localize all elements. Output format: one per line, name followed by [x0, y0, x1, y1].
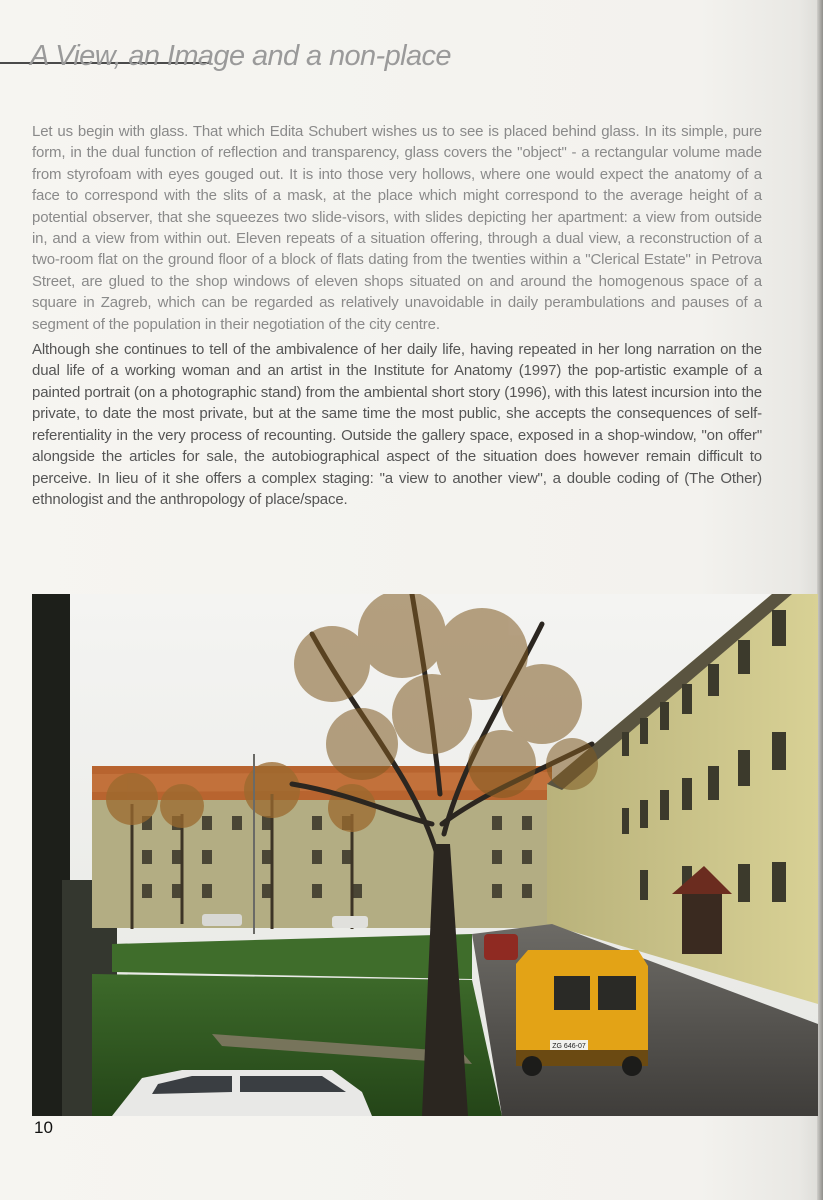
paragraph-1: Let us begin with glass. That which Edita Schubert wishes us to see is placed behind glass. In its simple, pure form, in the dual function of reflection and transparency, glass covers the "object" - a rectangular volume made from styrofoam with eyes gouged out. It is into those very hollows, where one would expect the anatomy of a face to correspond with the slits of a mask, at the place which might correspond to the average height of a potential observer, that she squeezes two slide-visors, with slides depicting her apartment: a view from outside in, and a view from within out. Eleven repeats of a situation offering, through a dual view, a reconstruction of a two-room flat on the ground floor of a block of flats dating from the twenties within a "Clerical Estate" in Petrova Street, are glued to the shop windows of eleven shops situated on and around the homogenous space of a square in Zagreb, which can be regarded as relatively unavoidable in daily perambulations and pauses of a segment of the population in their negotiation of the city centre.: [32, 123, 762, 333]
paragraph-2: Although she continues to tell of the ambivalence of her daily life, having repeated in her long narration on the dual life of a working woman and an artist in the Institute for Anatomy (1997) the pop-artistic example of a painted portrait (on a photographic stand) from the ambiental short story (1996), with this latest incursion into the private, to date the most private, but at the same time the most public, she accepts the consequences of self-referentiality in the very process of recounting. Outside the gallery space, exposed in a shop-window, "on offer" alongside the articles for sale, the autobiographical aspect of the situation does however remain difficult to perceive. In lieu of it she offers a complex staging: "a view to another view", a double coding of (The Other) ethnologist and the anthropology of place/space.: [32, 341, 762, 508]
courtyard-photo: [32, 594, 818, 1116]
van-license-plate: ZG 646-07: [552, 1043, 586, 1050]
article-body: [32, 121, 762, 514]
page-number: 10: [34, 1118, 53, 1137]
page-title: A View, an Image and a non-place: [30, 40, 451, 72]
